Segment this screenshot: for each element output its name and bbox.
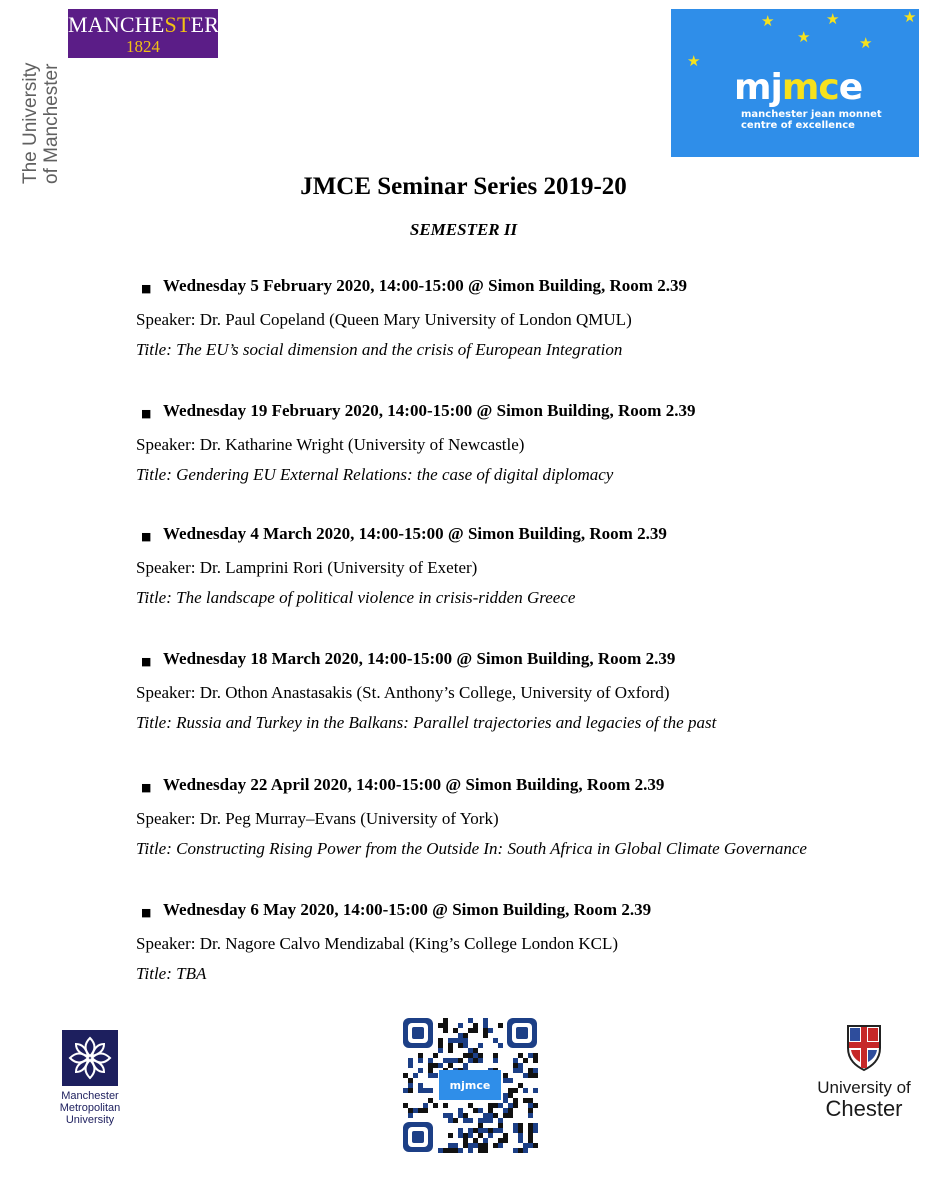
seminar-item	[0, 774, 927, 874]
seminar-item	[0, 523, 927, 623]
mmu-line2: Metropolitan	[59, 1102, 121, 1114]
seminar-item	[0, 400, 927, 500]
bullet-icon: ■	[141, 781, 152, 794]
seminar-item	[0, 648, 927, 748]
uom-name-part1: MANCHE	[68, 12, 165, 37]
seminar-speaker: Speaker: Dr. Katharine Wright (University of Newcastle)	[136, 435, 525, 454]
shield-icon	[844, 1024, 884, 1072]
star-icon: ★	[797, 30, 811, 46]
star-icon: ★	[859, 36, 873, 52]
mjmce-subtitle-line2: centre of excellence	[741, 120, 855, 131]
uom-logo-year: 1824	[126, 37, 160, 56]
bullet-icon: ■	[141, 407, 152, 420]
mmu-logo	[40, 1030, 140, 1130]
seminar-title: Title: The landscape of political violence in crisis-ridden Greece	[136, 588, 576, 607]
bullet-icon: ■	[141, 655, 152, 668]
semester-heading: SEMESTER II	[409, 220, 518, 239]
page-title: JMCE Seminar Series 2019-20	[300, 173, 627, 200]
mmu-emblem-icon	[62, 1030, 118, 1086]
seminar-speaker: Speaker: Dr. Othon Anastasakis (St. Anthony’s College, University of Oxford)	[136, 683, 670, 702]
bullet-icon: ■	[141, 282, 152, 295]
star-icon: ★	[826, 12, 840, 28]
mjmce-word-part3: e	[838, 67, 863, 108]
seminar-title: Title: Gendering EU External Relations: the case of digital diplomacy	[136, 465, 614, 484]
mjmce-word-part2: mc	[781, 67, 839, 108]
qr-code	[401, 1016, 539, 1154]
mjmce-logo	[671, 9, 919, 157]
star-icon: ★	[687, 54, 701, 70]
star-icon: ★	[903, 10, 917, 26]
seminar-datetime: Wednesday 4 March 2020, 14:00-15:00 @ Simon Building, Room 2.39	[163, 524, 667, 543]
mmu-line3: University	[65, 1114, 115, 1126]
mjmce-word-part1: mj	[734, 67, 782, 108]
uom-vertical-line1: The University	[20, 62, 41, 184]
seminar-title: Title: Constructing Rising Power from the Outside In: South Africa in Global Climate Governance	[136, 839, 807, 858]
seminar-item	[0, 275, 927, 375]
seminar-datetime: Wednesday 18 March 2020, 14:00-15:00 @ Simon Building, Room 2.39	[163, 649, 676, 668]
seminar-datetime: Wednesday 19 February 2020, 14:00-15:00 @ Simon Building, Room 2.39	[163, 401, 696, 420]
seminar-title: Title: Russia and Turkey in the Balkans: Parallel trajectories and legacies of the past	[136, 713, 717, 732]
seminar-title: Title: The EU’s social dimension and the crisis of European Integration	[136, 340, 623, 359]
uom-vertical-line2: of Manchester	[41, 63, 62, 184]
chester-logo	[812, 1024, 916, 1124]
chester-line2: Chester	[825, 1096, 903, 1121]
uom-name-part2: ST	[164, 12, 191, 37]
bullet-icon: ■	[141, 906, 152, 919]
seminar-item	[0, 899, 927, 999]
uom-logo	[68, 9, 218, 58]
seminar-speaker: Speaker: Dr. Paul Copeland (Queen Mary University of London QMUL)	[136, 310, 632, 329]
seminar-title: Title: TBA	[136, 964, 207, 983]
mjmce-subtitle-line1: manchester jean monnet	[741, 109, 882, 120]
mmu-line1: Manchester	[61, 1090, 119, 1102]
seminar-speaker: Speaker: Dr. Peg Murray–Evans (University of York)	[136, 809, 499, 828]
chester-line1: University of	[817, 1078, 911, 1097]
star-icon: ★	[761, 14, 775, 30]
mjmce-subtitle	[741, 109, 911, 131]
seminar-datetime: Wednesday 5 February 2020, 14:00-15:00 @ Simon Building, Room 2.39	[163, 276, 687, 295]
uom-logo-name	[68, 9, 218, 38]
uom-vertical-wordmark	[20, 56, 70, 184]
seminar-datetime: Wednesday 22 April 2020, 14:00-15:00 @ Simon Building, Room 2.39	[163, 775, 665, 794]
qr-center-label: mjmce	[449, 1079, 491, 1092]
seminar-speaker: Speaker: Dr. Lamprini Rori (University of Exeter)	[136, 558, 478, 577]
bullet-icon: ■	[141, 530, 152, 543]
uom-name-part3: ER	[190, 12, 220, 37]
qr-code-icon	[401, 1016, 539, 1154]
seminar-datetime: Wednesday 6 May 2020, 14:00-15:00 @ Simon Building, Room 2.39	[163, 900, 652, 919]
mjmce-wordmark	[734, 69, 862, 107]
seminar-speaker: Speaker: Dr. Nagore Calvo Mendizabal (King’s College London KCL)	[136, 934, 619, 953]
